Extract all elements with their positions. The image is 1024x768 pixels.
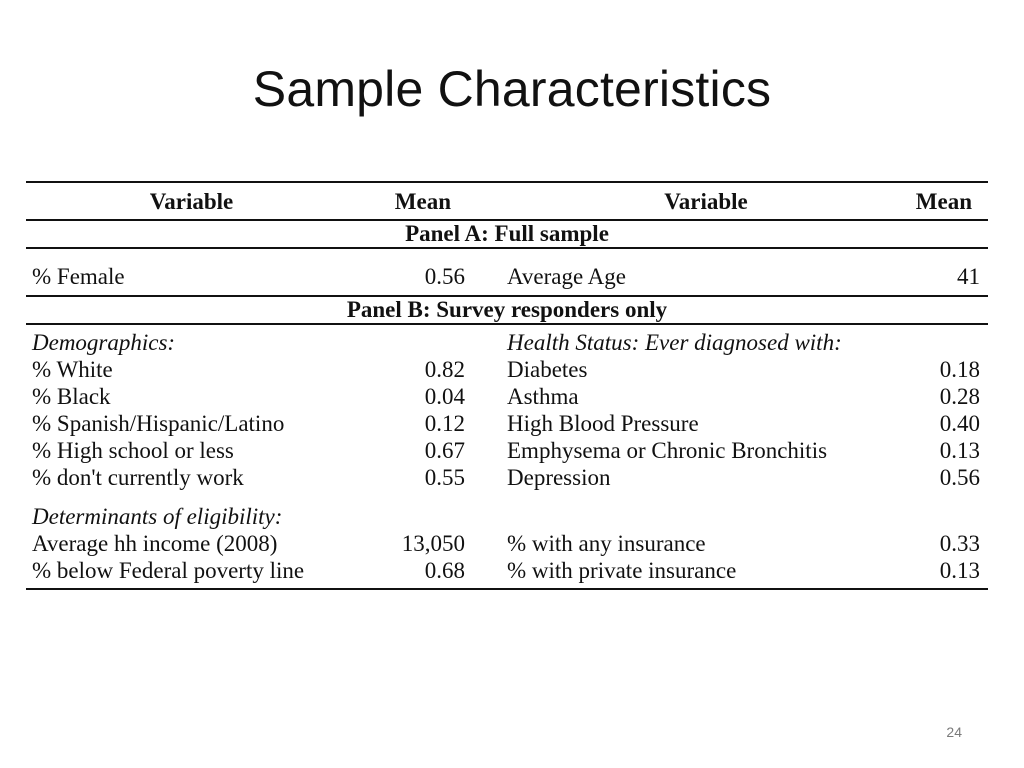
row-left-value: 0.67: [424, 438, 465, 463]
section-heading-row: [26, 329, 988, 356]
row-left-value: 0.04: [424, 384, 465, 409]
row-right-value: 0.13: [939, 558, 980, 583]
row-right-label: Diabetes: [507, 357, 588, 382]
row-right-value: 41: [957, 263, 980, 289]
slide-title: Sample Characteristics: [252, 61, 772, 117]
header-right-mean: Mean: [915, 188, 972, 214]
row-left-value: 0.68: [424, 558, 465, 583]
row-right-label: Depression: [507, 465, 611, 490]
panel-a-heading-row: [26, 220, 988, 248]
demographics-heading: Demographics:: [32, 330, 176, 355]
row-left-value: 0.12: [424, 411, 465, 436]
row-right-value: 0.40: [939, 411, 980, 436]
row-right-value: 0.18: [939, 357, 980, 382]
table-row: [26, 557, 988, 584]
row-left-label: % don't currently work: [32, 465, 244, 490]
row-right-value: 0.13: [939, 438, 980, 463]
table-row: [26, 383, 988, 410]
row-right-value: 0.56: [939, 465, 980, 490]
row-left-label: % Black: [32, 384, 111, 409]
row-left-label: % Female: [32, 263, 125, 289]
row-left-label: % Spanish/Hispanic/Latino: [32, 411, 285, 436]
sample-characteristics-table: [26, 181, 988, 590]
sample-characteristics-table-wrapper: [26, 181, 988, 590]
table-row: [26, 261, 988, 291]
row-right-label: Emphysema or Chronic Bronchitis: [507, 438, 828, 463]
panel-a-title: Panel A: Full sample: [405, 221, 609, 246]
health-status-heading: Health Status: Ever diagnosed with:: [507, 330, 842, 355]
table-row: [26, 464, 988, 491]
header-left-mean: Mean: [394, 188, 451, 214]
row-right-value: 0.28: [939, 384, 980, 409]
table-row: [26, 437, 988, 464]
row-left-label: % High school or less: [32, 438, 234, 463]
row-left-value: 0.82: [424, 357, 465, 382]
row-left-value: 13,050: [401, 531, 465, 556]
table-header-row: [26, 182, 988, 220]
header-left-variable: Variable: [149, 188, 234, 214]
row-left-label: % below Federal poverty line: [32, 558, 305, 583]
page-number: 24: [946, 724, 962, 740]
row-left-value: 0.55: [424, 465, 465, 490]
row-left-label: Average hh income (2008): [32, 531, 278, 556]
row-left-value: 0.56: [424, 263, 465, 289]
row-right-label: Asthma: [507, 384, 579, 409]
row-right-label: % with any insurance: [507, 531, 706, 556]
table-row: [26, 410, 988, 437]
table-row: [26, 530, 988, 557]
row-right-label: High Blood Pressure: [507, 411, 699, 436]
row-right-label: Average Age: [507, 263, 626, 289]
panel-b-heading-row: [26, 296, 988, 324]
row-right-label: % with private insurance: [507, 558, 737, 583]
panel-b-title: Panel B: Survey responders only: [346, 297, 668, 322]
row-left-label: % White: [32, 357, 113, 382]
eligibility-heading: Determinants of eligibility:: [32, 504, 283, 529]
row-right-value: 0.33: [939, 531, 980, 556]
section-heading-row: [26, 503, 988, 530]
table-row: [26, 356, 988, 383]
header-right-variable: Variable: [664, 188, 748, 214]
